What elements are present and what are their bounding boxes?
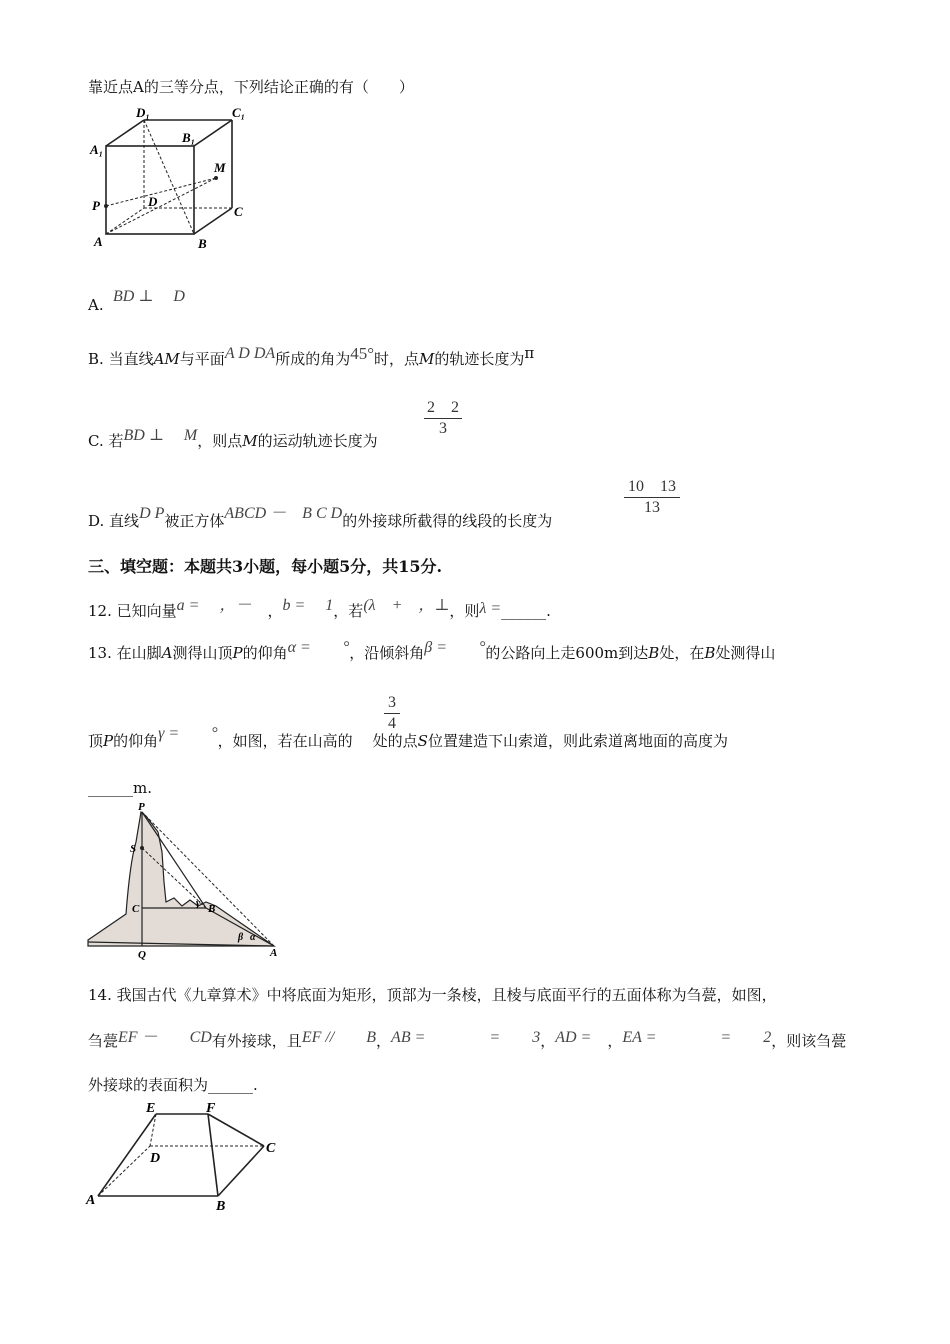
q13-answer-blank[interactable]: ______m. bbox=[88, 779, 152, 797]
chumeng-label-f: F bbox=[206, 1101, 216, 1116]
chumeng-label-e: E bbox=[146, 1101, 156, 1116]
cube-label-b1: B₁ bbox=[182, 130, 196, 145]
q11-intro: 靠近点A的三等分点，下列结论正确的有（ ） bbox=[88, 78, 414, 96]
option-d-fraction: 10 13 13 bbox=[624, 473, 680, 517]
option-b: B. 当直线AM与平面A D DA所成的角为45°时，点M的轨迹长度为π bbox=[88, 344, 535, 368]
cube-label-m: M bbox=[214, 160, 226, 175]
option-d: D. 直线D P被正方体ABCD － B C D的外接球所截得的线段的长度为 bbox=[88, 505, 553, 530]
q13-fraction: 3 4 bbox=[384, 694, 400, 733]
option-c-math: BD ⊥ M bbox=[123, 427, 198, 444]
question-14-line3: 外接球的表面积为______. bbox=[88, 1076, 258, 1094]
option-a-label: A. bbox=[88, 296, 104, 314]
cube-label-d: D bbox=[148, 194, 158, 209]
mtn-label-p: P bbox=[138, 802, 145, 813]
mtn-label-c: C bbox=[132, 903, 140, 915]
section3-heading: 三、填空题：本题共3小题，每小题5分，共15分. bbox=[88, 557, 443, 576]
question-13-line2: 顶P的仰角γ = °，如图，若在山高的 处的点S位置建造下山索道，则此索道离地面的高度为 bbox=[88, 725, 728, 750]
chumeng-label-a: A bbox=[86, 1193, 96, 1208]
cube-label-a1: A₁ bbox=[90, 142, 104, 157]
option-c-fraction: 2 2 3 bbox=[424, 394, 462, 438]
q12-answer-blank[interactable]: ______. bbox=[501, 602, 551, 620]
cube-label-a: A bbox=[94, 234, 103, 249]
mtn-label-gamma: γ bbox=[196, 898, 201, 909]
cube-label-b: B bbox=[198, 236, 207, 251]
mtn-label-beta: β bbox=[238, 932, 244, 943]
mtn-label-alpha: α bbox=[250, 932, 256, 943]
option-c: C. 若BD ⊥ M，则点M的运动轨迹长度为 bbox=[88, 427, 378, 450]
question-14-line2: 刍甍EF － CD有外接球，且EF // B，AB = = 3，AD = ，EA = = 2，则该刍甍 bbox=[88, 1029, 847, 1050]
question-12: 12. 已知向量a = ，－ ，b = 1，若(λ + ，⊥，则λ =______. bbox=[88, 597, 551, 620]
cube-label-p: P bbox=[92, 198, 100, 213]
chumeng-label-c: C bbox=[266, 1141, 276, 1156]
option-a-math: BD ⊥ D bbox=[113, 288, 185, 305]
chumeng-figure bbox=[84, 1098, 290, 1214]
cube-figure bbox=[86, 106, 256, 256]
cube-label-d1: D₁ bbox=[136, 106, 150, 120]
mtn-label-q: Q bbox=[138, 949, 146, 960]
mtn-label-b: B bbox=[208, 903, 216, 915]
question-14-line1: 14. 我国古代《九章算术》中将底面为矩形，顶部为一条棱，且棱与底面平行的五面体称为刍甍，如图， bbox=[88, 986, 777, 1004]
option-b-plane: A D DA bbox=[224, 345, 276, 362]
mountain-figure bbox=[86, 802, 282, 960]
mtn-label-a: A bbox=[270, 947, 278, 959]
q14-answer-blank[interactable]: ______. bbox=[208, 1076, 258, 1094]
cube-label-c: C bbox=[234, 204, 243, 219]
question-13-line1: 13. 在山脚A测得山顶P的仰角α = °，沿倾斜角β = °的公路向上走600m到达B处，在B处测得山 bbox=[88, 639, 776, 662]
chumeng-label-b: B bbox=[216, 1199, 226, 1214]
cube-label-c1: C₁ bbox=[232, 106, 246, 120]
chumeng-label-d: D bbox=[150, 1151, 161, 1166]
mtn-label-s: S bbox=[130, 843, 137, 855]
